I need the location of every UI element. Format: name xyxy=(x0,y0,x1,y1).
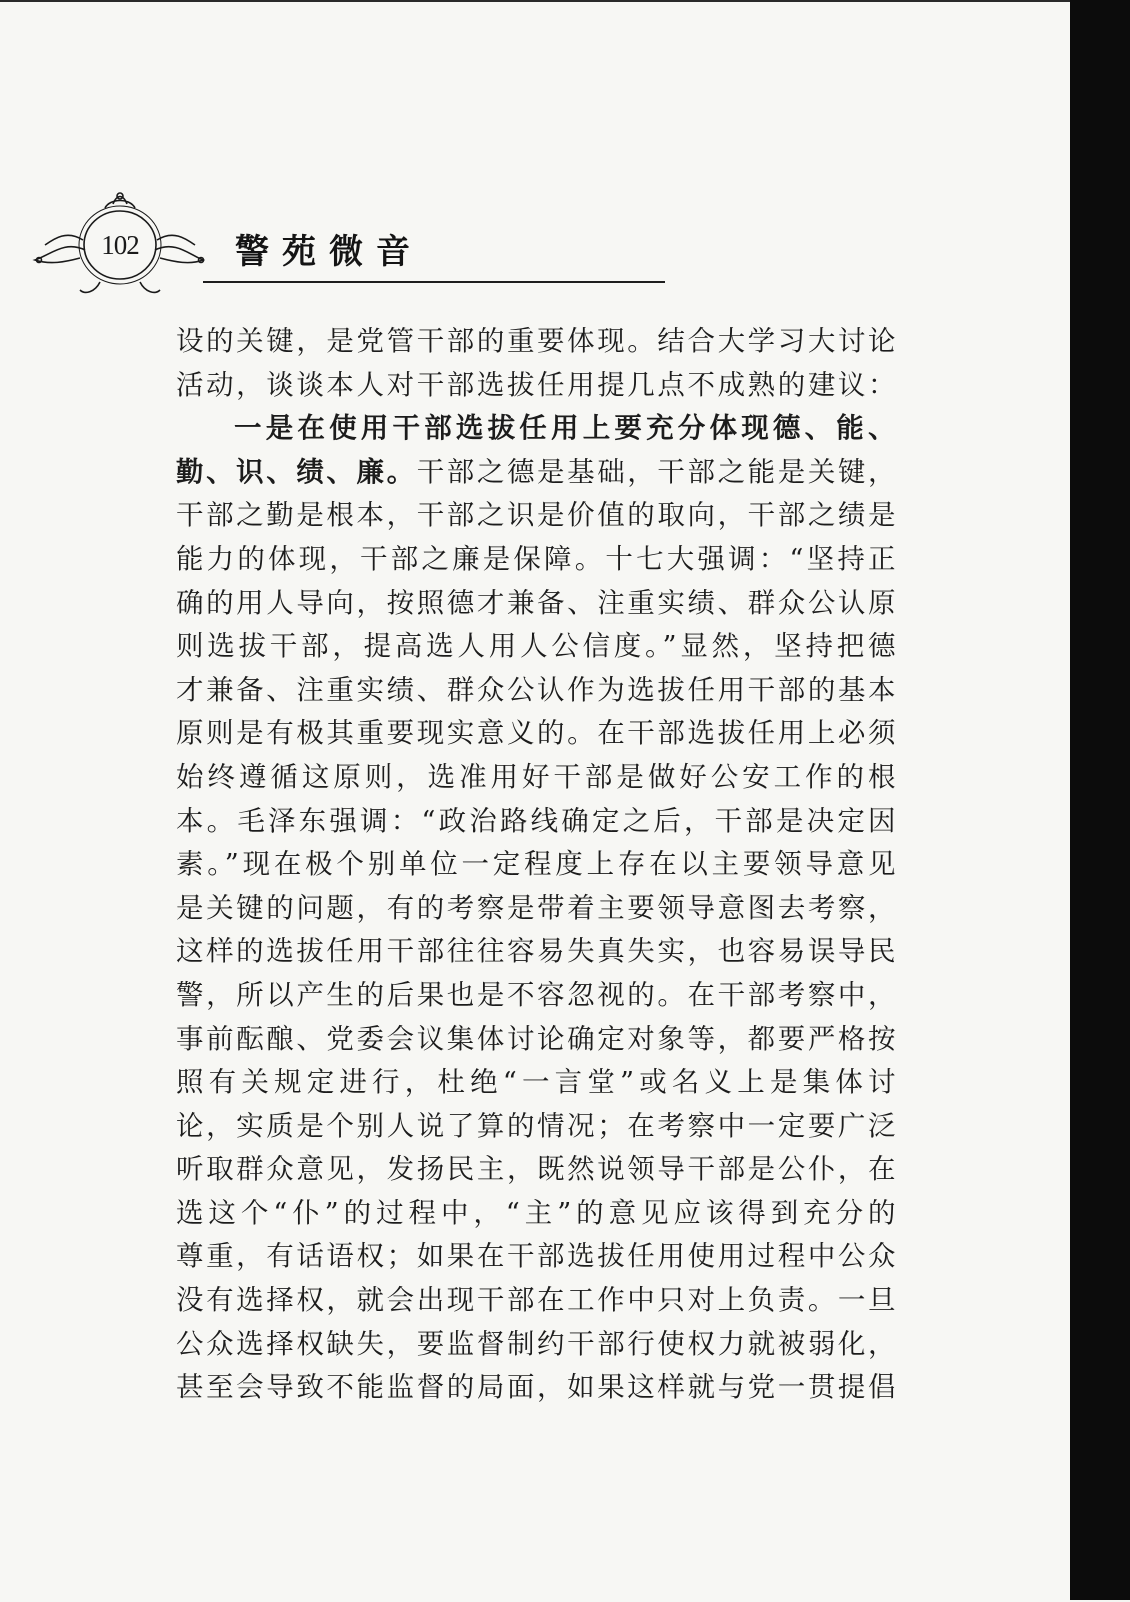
page-header xyxy=(25,190,665,300)
text-line: 原则是有极其重要现实意义的。在干部选拔任用上必须 xyxy=(176,717,896,750)
running-title: 警苑微音 xyxy=(235,232,423,272)
text-line: 干部之勤是根本，干部之识是价值的取向，干部之绩是 xyxy=(176,499,896,532)
text-line: 活动，谈谈本人对干部选拔任用提几点不成熟的建议： xyxy=(176,368,896,401)
bold-heading-continuation: 勤、识、绩、廉。 xyxy=(176,455,417,488)
text-line-remainder: 干部之德是基础，干部之能是关键， xyxy=(416,455,897,488)
text-line: 本。毛泽东强调：“政治路线确定之后，干部是决定因 xyxy=(176,804,896,837)
text-line: 听取群众意见，发扬民主，既然说领导干部是公仆，在 xyxy=(176,1153,896,1186)
text-line: 设的关键，是党管干部的重要体现。结合大学习大讨论 xyxy=(176,325,896,357)
text-line: 论，实质是个别人说了算的情况；在考察中一定要广泛 xyxy=(176,1109,896,1142)
text-line: 确的用人导向，按照德才兼备、注重实绩、群众公认原 xyxy=(176,586,896,619)
bold-heading-line: 一是在使用干部选拔任用上要充分体现德、能、 xyxy=(234,412,896,445)
text-line: 警，所以产生的后果也是不容忽视的。在干部考察中， xyxy=(176,978,896,1011)
text-line: 事前酝酿、党委会议集体讨论确定对象等，都要严格按 xyxy=(176,1022,896,1055)
scan-edge xyxy=(1070,0,1130,1600)
page-number: 102 xyxy=(101,230,139,260)
text-line: 能力的体现，干部之廉是保障。十七大强调：“坚持正 xyxy=(176,542,896,575)
text-line: 尊重，有话语权；如果在干部选拔任用使用过程中公众 xyxy=(176,1240,896,1273)
text-line: 则选拔干部，提高选人用人公信度。”显然，坚持把德 xyxy=(176,630,896,663)
text-line: 是关键的问题，有的考察是带着主要领导意图去考察， xyxy=(176,891,896,924)
text-line: 这样的选拔任用干部往往容易失真失实，也容易误导民 xyxy=(176,935,896,968)
body-text xyxy=(176,320,896,1410)
text-line-mixed xyxy=(176,451,896,495)
text-line: 始终遵循这原则，选准用好干部是做好公安工作的根 xyxy=(176,760,896,793)
text-line: 选这个“仆”的过程中，“主”的意见应该得到充分的 xyxy=(176,1196,896,1229)
text-line: 才兼备、注重实绩、群众公认作为选拔任用干部的基本 xyxy=(176,673,896,706)
text-line: 甚至会导致不能监督的局面，如果这样就与党一贯提倡 xyxy=(176,1371,896,1404)
header-rule xyxy=(203,281,665,283)
text-line: 公众选择权缺失，要监督制约干部行使权力就被弱化， xyxy=(176,1327,896,1360)
text-line: 照有关规定进行，杜绝“一言堂”或名义上是集体讨 xyxy=(176,1066,896,1099)
text-line: 没有选择权，就会出现干部在工作中只对上负责。一旦 xyxy=(176,1284,896,1317)
text-line: 素。”现在极个别单位一定程度上存在以主要领导意见 xyxy=(176,848,896,881)
